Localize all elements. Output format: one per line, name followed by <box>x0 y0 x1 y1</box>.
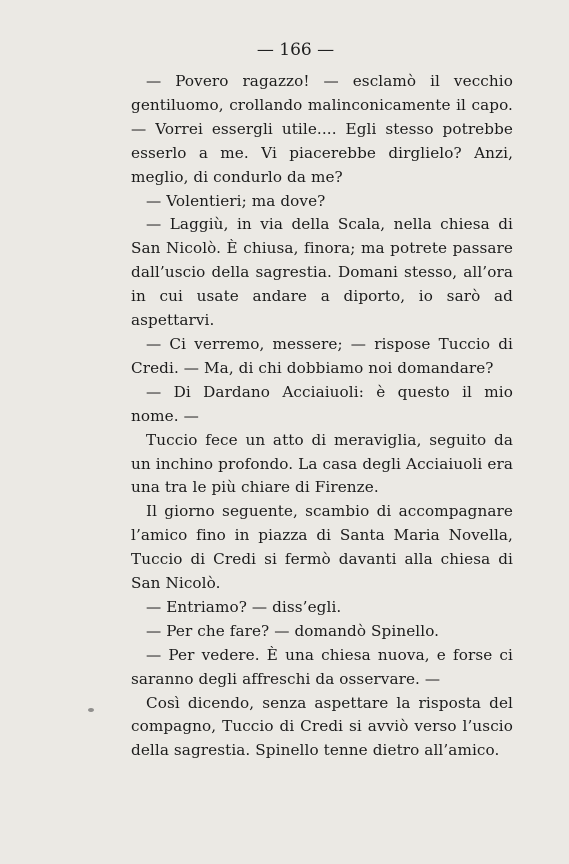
paragraph-10: — Per vedere. È una chiesa nuova, e forse ci saranno degli affreschi da osservare. — <box>131 645 513 688</box>
paragraph-1: — Povero ragazzo! — esclamò il vecchio gentiluomo, crollando malinconicamente il capo. — Vorrei essergli utile.... Egli stesso potrebbe esserlo a me. Vi piacerebbe dirglielo? Anzi, meglio, di condurlo da me? <box>131 72 513 186</box>
page-number: — 166 — <box>256 40 335 60</box>
paragraph-2: — Volentieri; ma dove? <box>146 191 326 210</box>
paragraph-4: — Ci verremo, messere; — rispose Tuccio di Credi. — Ma, di chi dobbiamo noi domandare? <box>131 334 513 377</box>
paragraph-3: — Laggiù, in via della Scala, nella chiesa di San Nicolò. È chiusa, finora; ma potrete passare dall’uscio della sagrestia. Domani stesso, all’ora in cui usate andare a diporto, io sarò ad aspettarvi. <box>131 215 513 330</box>
paragraph-5: — Di Dardano Acciaiuoli: è questo il mio nome. — <box>131 382 513 425</box>
paragraph-11: Così dicendo, senza aspettare la risposta del compagno, Tuccio di Credi si avviò verso l’uscio della sagrestia. Spinello tenne dietro all’amico. <box>131 693 513 760</box>
page-text <box>131 70 513 763</box>
paragraph-8: — Entriamo? — diss’egli. <box>146 597 342 616</box>
paragraph-9: — Per che fare? — domandò Spinello. <box>146 621 440 640</box>
paragraph-7: Il giorno seguente, scambio di accompagnare l’amico fino in piazza di Santa Maria Novella, Tuccio di Credi si fermò davanti alla chiesa di San Nicolò. <box>131 502 513 593</box>
paragraph-6: Tuccio fece un atto di meraviglia, seguito da un inchino profondo. La casa degli Acciaiuoli era una tra le più chiare di Firenze. <box>131 430 513 497</box>
paper-speck <box>88 708 94 712</box>
